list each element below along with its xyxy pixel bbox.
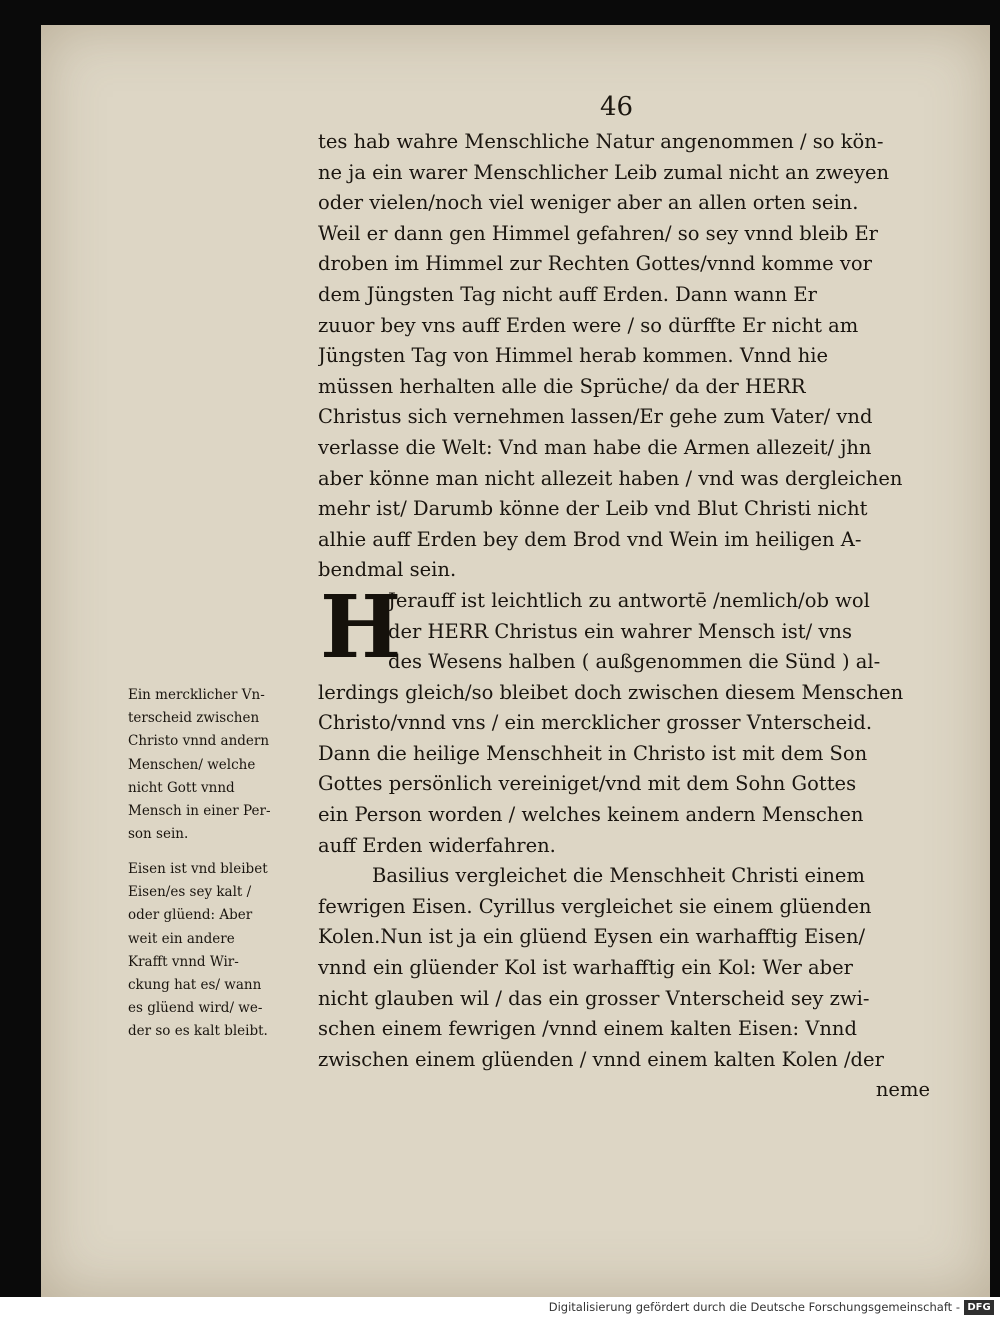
margin-note-line: Krafft vnnd Wir-: [128, 953, 239, 970]
text-line: lerdings gleich/so bleibet doch zwischen diesem Menschen: [318, 680, 904, 704]
text-line: dem Jüngsten Tag nicht auff Erden. Dann wann Er: [318, 282, 817, 306]
text-line: Christus sich vernehmen lassen/Er gehe zum Vater/ vnd: [318, 405, 873, 429]
text-line: verlasse die Welt: Vnd man habe die Armen allezeit/ jhn: [318, 435, 872, 459]
text-line: ne ja ein warer Menschlicher Leib zumal nicht an zweyen: [318, 160, 890, 184]
text-line: schen einem fewrigen /vnnd einem kalten Eisen: Vnnd: [318, 1017, 857, 1041]
dfg-logo-icon: DFG: [964, 1300, 994, 1315]
footer-credit: Digitalisierung gefördert durch die Deutsche Forschungsgemeinschaft -: [548, 1300, 960, 1314]
margin-note-line: weit ein andere: [128, 930, 235, 947]
margin-note-line: Ein mercklicher Vn-: [128, 687, 265, 703]
text-line: zwischen einem glüenden / vnnd einem kalten Kolen /der: [318, 1047, 884, 1071]
text-line: bendmal sein.: [318, 558, 457, 582]
margin-note-line: Mensch in einer Per-: [128, 802, 271, 819]
text-line: tes hab wahre Menschliche Natur angenommen / so kön-: [318, 130, 884, 153]
margin-note-line: ckung hat es/ wann: [128, 976, 262, 993]
paragraph-first-line: Basilius vergleichet die Menschheit Christi einem: [372, 864, 865, 888]
margin-note-line: nicht Gott vnnd: [128, 779, 235, 796]
text-line: auff Erden widerfahren.: [318, 833, 556, 857]
text-line: Gottes persönlich vereiniget/vnd mit dem Sohn Gottes: [318, 772, 857, 796]
text-line: droben im Himmel zur Rechten Gottes/vnnd komme vor: [318, 252, 872, 276]
text-line: aber könne man nicht allezeit haben / vnd was dergleichen: [318, 466, 903, 490]
dropcap-initial: H: [320, 577, 402, 678]
text-line: der HERR Christus ein wahrer Mensch ist/ vns: [388, 619, 852, 643]
margin-note-line: es glüend wird/ we-: [128, 1000, 263, 1017]
text-line: des Wesens halben ( außgenommen die Sünd ) al-: [388, 650, 881, 674]
margin-note-line: Christo vnnd andern: [128, 733, 270, 750]
margin-note-line: Eisen ist vnd bleibet: [128, 861, 268, 877]
text-line: Jüngsten Tag von Himmel herab kommen. Vnnd hie: [318, 344, 829, 368]
margin-note: [128, 858, 318, 1044]
text-line: alhie auff Erden bey dem Brod vnd Wein im heiligen A-: [318, 527, 862, 551]
margin-note-line: terscheid zwischen: [128, 710, 260, 727]
text-line: mehr ist/ Darumb könne der Leib vnd Blut Christi nicht: [318, 497, 868, 521]
margin-note-line: der so es kalt bleibt.: [128, 1023, 268, 1040]
text-line: müssen herhalten alle die Sprüche/ da der HERR: [318, 374, 806, 398]
text-line: Jerauff ist leichtlich zu antwortē /nemlich/ob wol: [388, 588, 870, 612]
margin-note-line: son sein.: [128, 826, 189, 843]
catchword: neme: [875, 1078, 930, 1102]
margin-note-line: Eisen/es sey kalt /: [128, 884, 252, 901]
text-line: vnnd ein glüender Kol ist warhafftig ein Kol: Wer aber: [318, 956, 854, 980]
text-line: Kolen.Nun ist ja ein glüend Eysen ein warhafftig Eisen/: [318, 925, 866, 949]
text-line: Christo/vnnd vns / ein mercklicher grosser Vnterscheid.: [318, 711, 873, 735]
text-line: nicht glauben wil / das ein grosser Vnterscheid sey zwi-: [318, 986, 870, 1010]
text-line: ein Person worden / welches keinem andern Menschen: [318, 803, 864, 827]
margin-note-line: Menschen/ welche: [128, 756, 256, 773]
text-line: zuuor bey vns auff Erden were / so dürffte Er nicht am: [318, 313, 859, 337]
text-line: Weil er dann gen Himmel gefahren/ so sey vnnd bleib Er: [318, 221, 878, 245]
page-number: 46: [600, 92, 634, 122]
text-line: Dann die heilige Menschheit in Christo ist mit dem Son: [318, 741, 868, 765]
margin-note: [128, 684, 318, 846]
margin-note-line: oder glüend: Aber: [128, 907, 253, 924]
text-line: oder vielen/noch viel weniger aber an allen orten sein.: [318, 191, 859, 215]
footer-bar: [0, 1297, 1000, 1319]
main-text-block: [318, 127, 938, 1106]
text-line: fewrigen Eisen. Cyrillus vergleichet sie einem glüenden: [318, 894, 872, 918]
